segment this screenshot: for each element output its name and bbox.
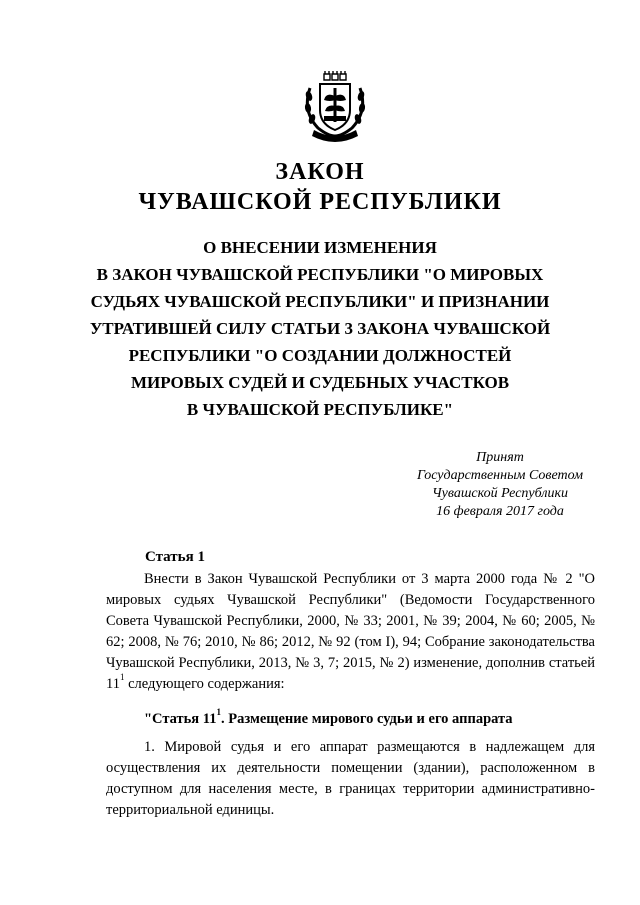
- subject-line: СУДЬЯХ ЧУВАШСКОЙ РЕСПУБЛИКИ" И ПРИЗНАНИИ: [90, 292, 550, 311]
- article-1-text-end: следующего содержания:: [124, 676, 285, 692]
- adopted-body: Государственным Советом: [416, 468, 584, 483]
- article-11-1-point-1: 1. Мировой судья и его аппарат размещаются в надлежащем для осуществления их деятельности помещении (здании), расположенном в доступном для населения месте, в границах территории административно-территориальной единицы.: [106, 739, 595, 818]
- subject-line: МИРОВЫХ СУДЕЙ И СУДЕБНЫХ УЧАСТКОВ: [130, 373, 510, 392]
- adoption-block: [380, 449, 620, 521]
- subject-line: О ВНЕСЕНИИ ИЗМЕНЕНИЯ: [203, 238, 437, 257]
- subject-line: РЕСПУБЛИКИ "О СОЗДАНИИ ДОЛЖНОСТЕЙ: [128, 346, 512, 365]
- article-1-superscript: 1: [119, 672, 125, 683]
- adopted-republic: Чувашской Республики: [432, 486, 568, 501]
- adopted-date: 16 февраля 2017 года: [436, 504, 564, 519]
- article-11-1-heading-end: . Размещение мирового судьи и его аппарата: [220, 711, 513, 727]
- law-title: ЗАКОН: [275, 159, 365, 185]
- chuvash-republic-emblem-icon: [300, 66, 370, 142]
- subject-line: В ЧУВАШСКОЙ РЕСПУБЛИКЕ": [186, 400, 454, 419]
- article-1-text: Внести в Закон Чувашской Республики от 3 марта 2000 года № 2 "О мировых судьях Чувашской Республики" (Ведомости Государственного Совета Чувашской Республики, 2000, № 33; 2001, № 39; 2004, № 60; 2005, № 62; 2008, № 76; 2010, № 86; 2012, № 92 (том I), 94; Собрание законодательства Чувашской Республики, 2013, № 3, 7; 2015, № 2) изменение, дополнив статьей 11: [106, 571, 595, 692]
- article-11-1-superscript: 1: [216, 707, 221, 718]
- republic-title: ЧУВАШСКОЙ РЕСПУБЛИКИ: [138, 189, 502, 215]
- law-subject: [0, 234, 640, 423]
- article-1-paragraph: [106, 569, 595, 695]
- subject-line: В ЗАКОН ЧУВАШСКОЙ РЕСПУБЛИКИ "О МИРОВЫХ: [96, 265, 544, 284]
- article-1-heading: Статья 1: [145, 549, 205, 565]
- article-11-1-heading: [106, 709, 595, 730]
- article-11-1-heading-start: "Статья 11: [144, 711, 217, 727]
- adopted-label: Принят: [476, 450, 524, 465]
- subject-line: УТРАТИВШЕЙ СИЛУ СТАТЬИ 3 ЗАКОНА ЧУВАШСКОЙ: [89, 319, 551, 338]
